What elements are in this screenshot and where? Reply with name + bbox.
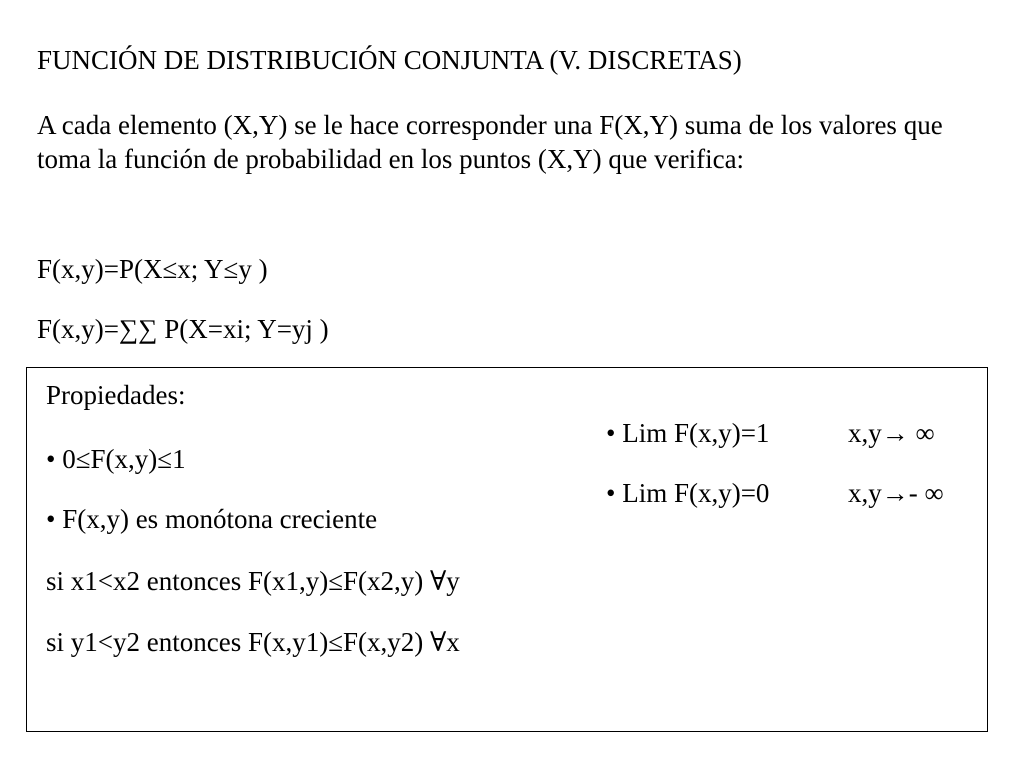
formula-cumulative: F(x,y)=P(X≤x; Y≤y )	[37, 254, 268, 284]
formula-double-sum: F(x,y)=∑∑ P(X=xi; Y=yj )	[37, 314, 329, 344]
limit-lower-expr: • Lim F(x,y)=0	[606, 478, 770, 508]
monotone-y-condition: si y1<y2 entonces F(x,y1)≤F(x,y2) ∀x	[46, 627, 460, 657]
limit-upper-cond: x,y→ ∞	[848, 418, 935, 448]
properties-box	[26, 367, 988, 732]
properties-heading: Propiedades:	[46, 380, 186, 410]
monotone-x-condition: si x1<x2 entonces F(x1,y)≤F(x2,y) ∀y	[46, 566, 460, 596]
limit-lower-cond: x,y→- ∞	[848, 478, 944, 508]
description-paragraph: A cada elemento (X,Y) se le hace corresponder una F(X,Y) suma de los valores que toma la función de probabilidad en los puntos (X,Y) que verifica:	[37, 110, 943, 174]
property-bounds: • 0≤F(x,y)≤1	[46, 444, 186, 474]
limit-upper-expr: • Lim F(x,y)=1	[606, 418, 770, 448]
slide-title: FUNCIÓN DE DISTRIBUCIÓN CONJUNTA (V. DISCRETAS)	[37, 45, 742, 75]
property-monotone: • F(x,y) es monótona creciente	[46, 504, 378, 534]
